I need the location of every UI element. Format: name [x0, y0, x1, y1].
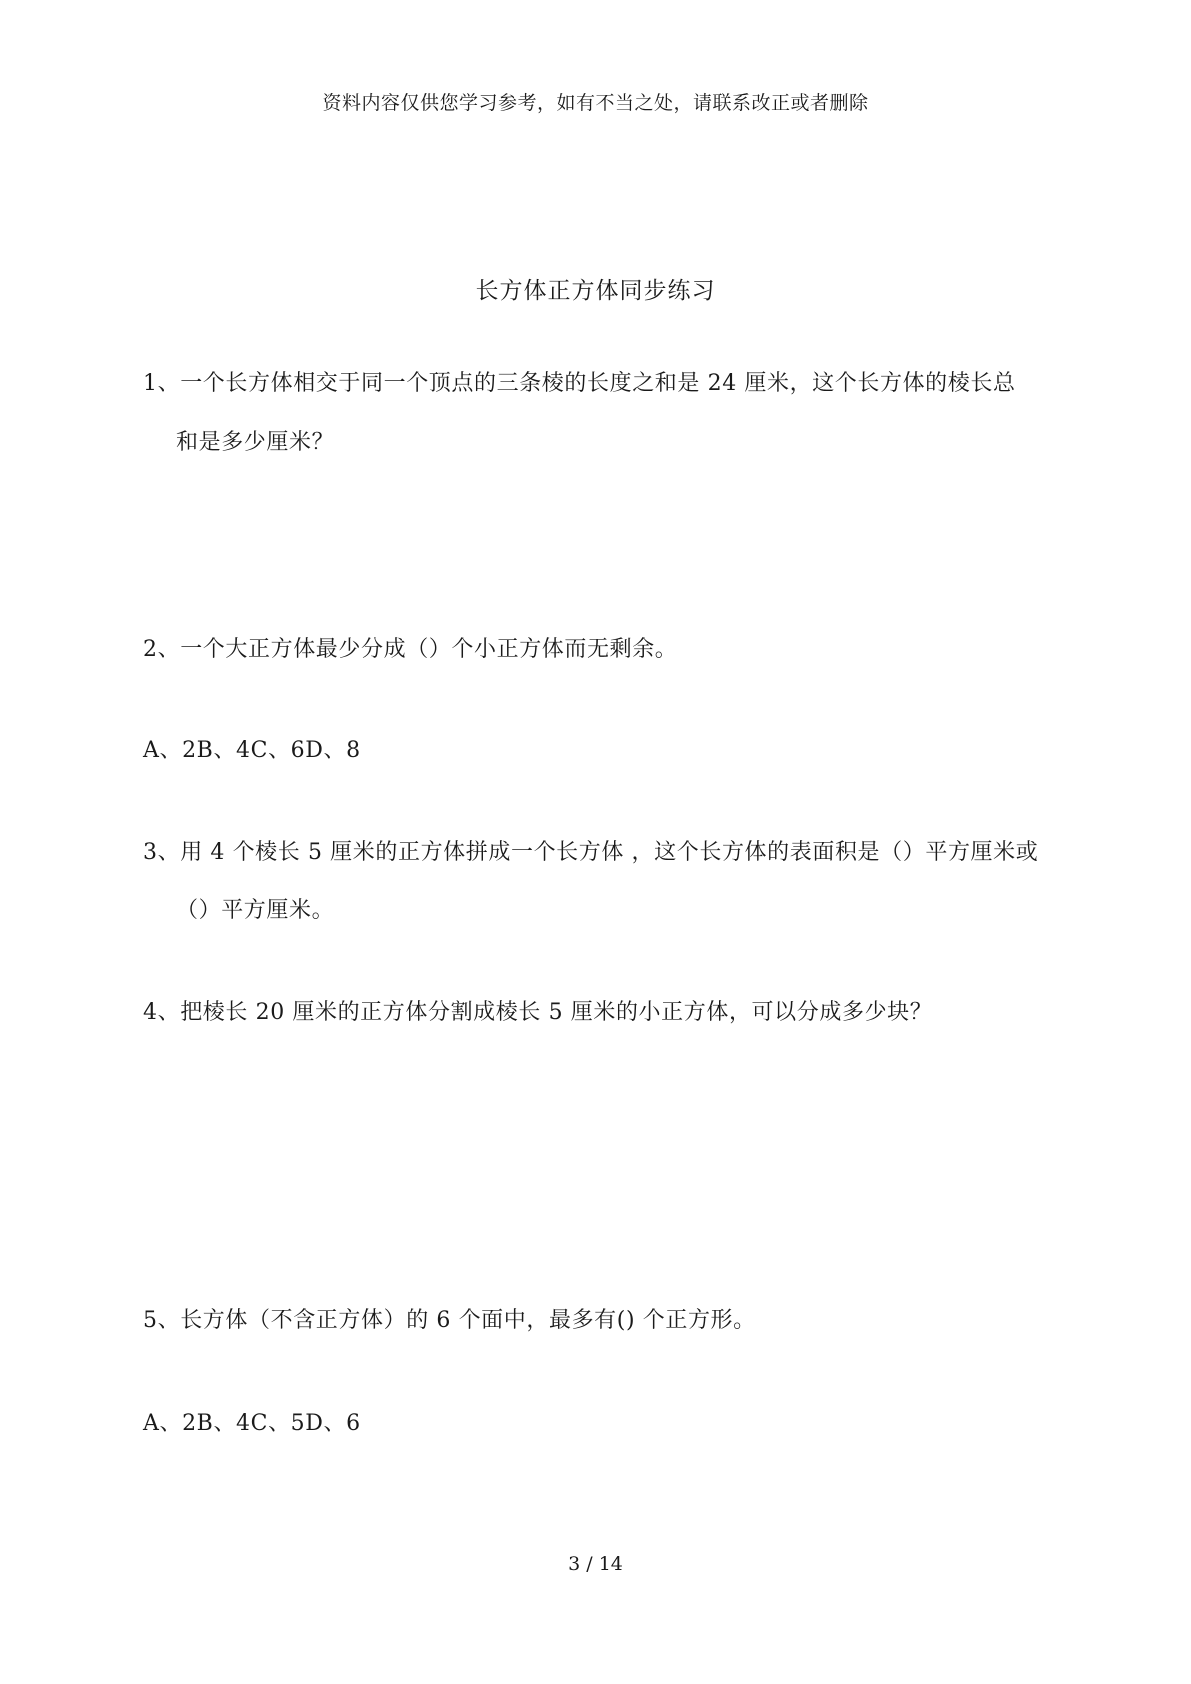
- question-3-line-1: 3、用 4 个棱长 5 厘米的正方体拼成一个长方体 ，这个长方体的表面积是（）平方厘米或: [143, 840, 1039, 865]
- document-title: 长方体正方体同步练习: [475, 278, 716, 304]
- page-number: 3 / 14: [568, 1553, 623, 1575]
- question-2-options: A、2B、4C、6D、8: [143, 738, 361, 763]
- question-5-line-1: 5、长方体（不含正方体）的 6 个面中，最多有() 个正方形。: [143, 1308, 756, 1333]
- question-3-line-2: （）平方厘米。: [176, 898, 335, 923]
- question-2-line-1: 2、一个大正方体最少分成（）个小正方体而无剩余。: [143, 637, 678, 662]
- question-4-line-1: 4、把棱长 20 厘米的正方体分割成棱长 5 厘米的小正方体，可以分成多少块？: [143, 1000, 933, 1025]
- header-disclaimer: 资料内容仅供您学习参考，如有不当之处，请联系改正或者删除: [322, 92, 869, 114]
- question-1-line-1: 1、一个长方体相交于同一个顶点的三条棱的长度之和是 24 厘米，这个长方体的棱长总: [143, 371, 1016, 396]
- question-1-line-2: 和是多少厘米？: [176, 430, 335, 455]
- question-5-options: A、2B、4C、5D、6: [143, 1411, 361, 1436]
